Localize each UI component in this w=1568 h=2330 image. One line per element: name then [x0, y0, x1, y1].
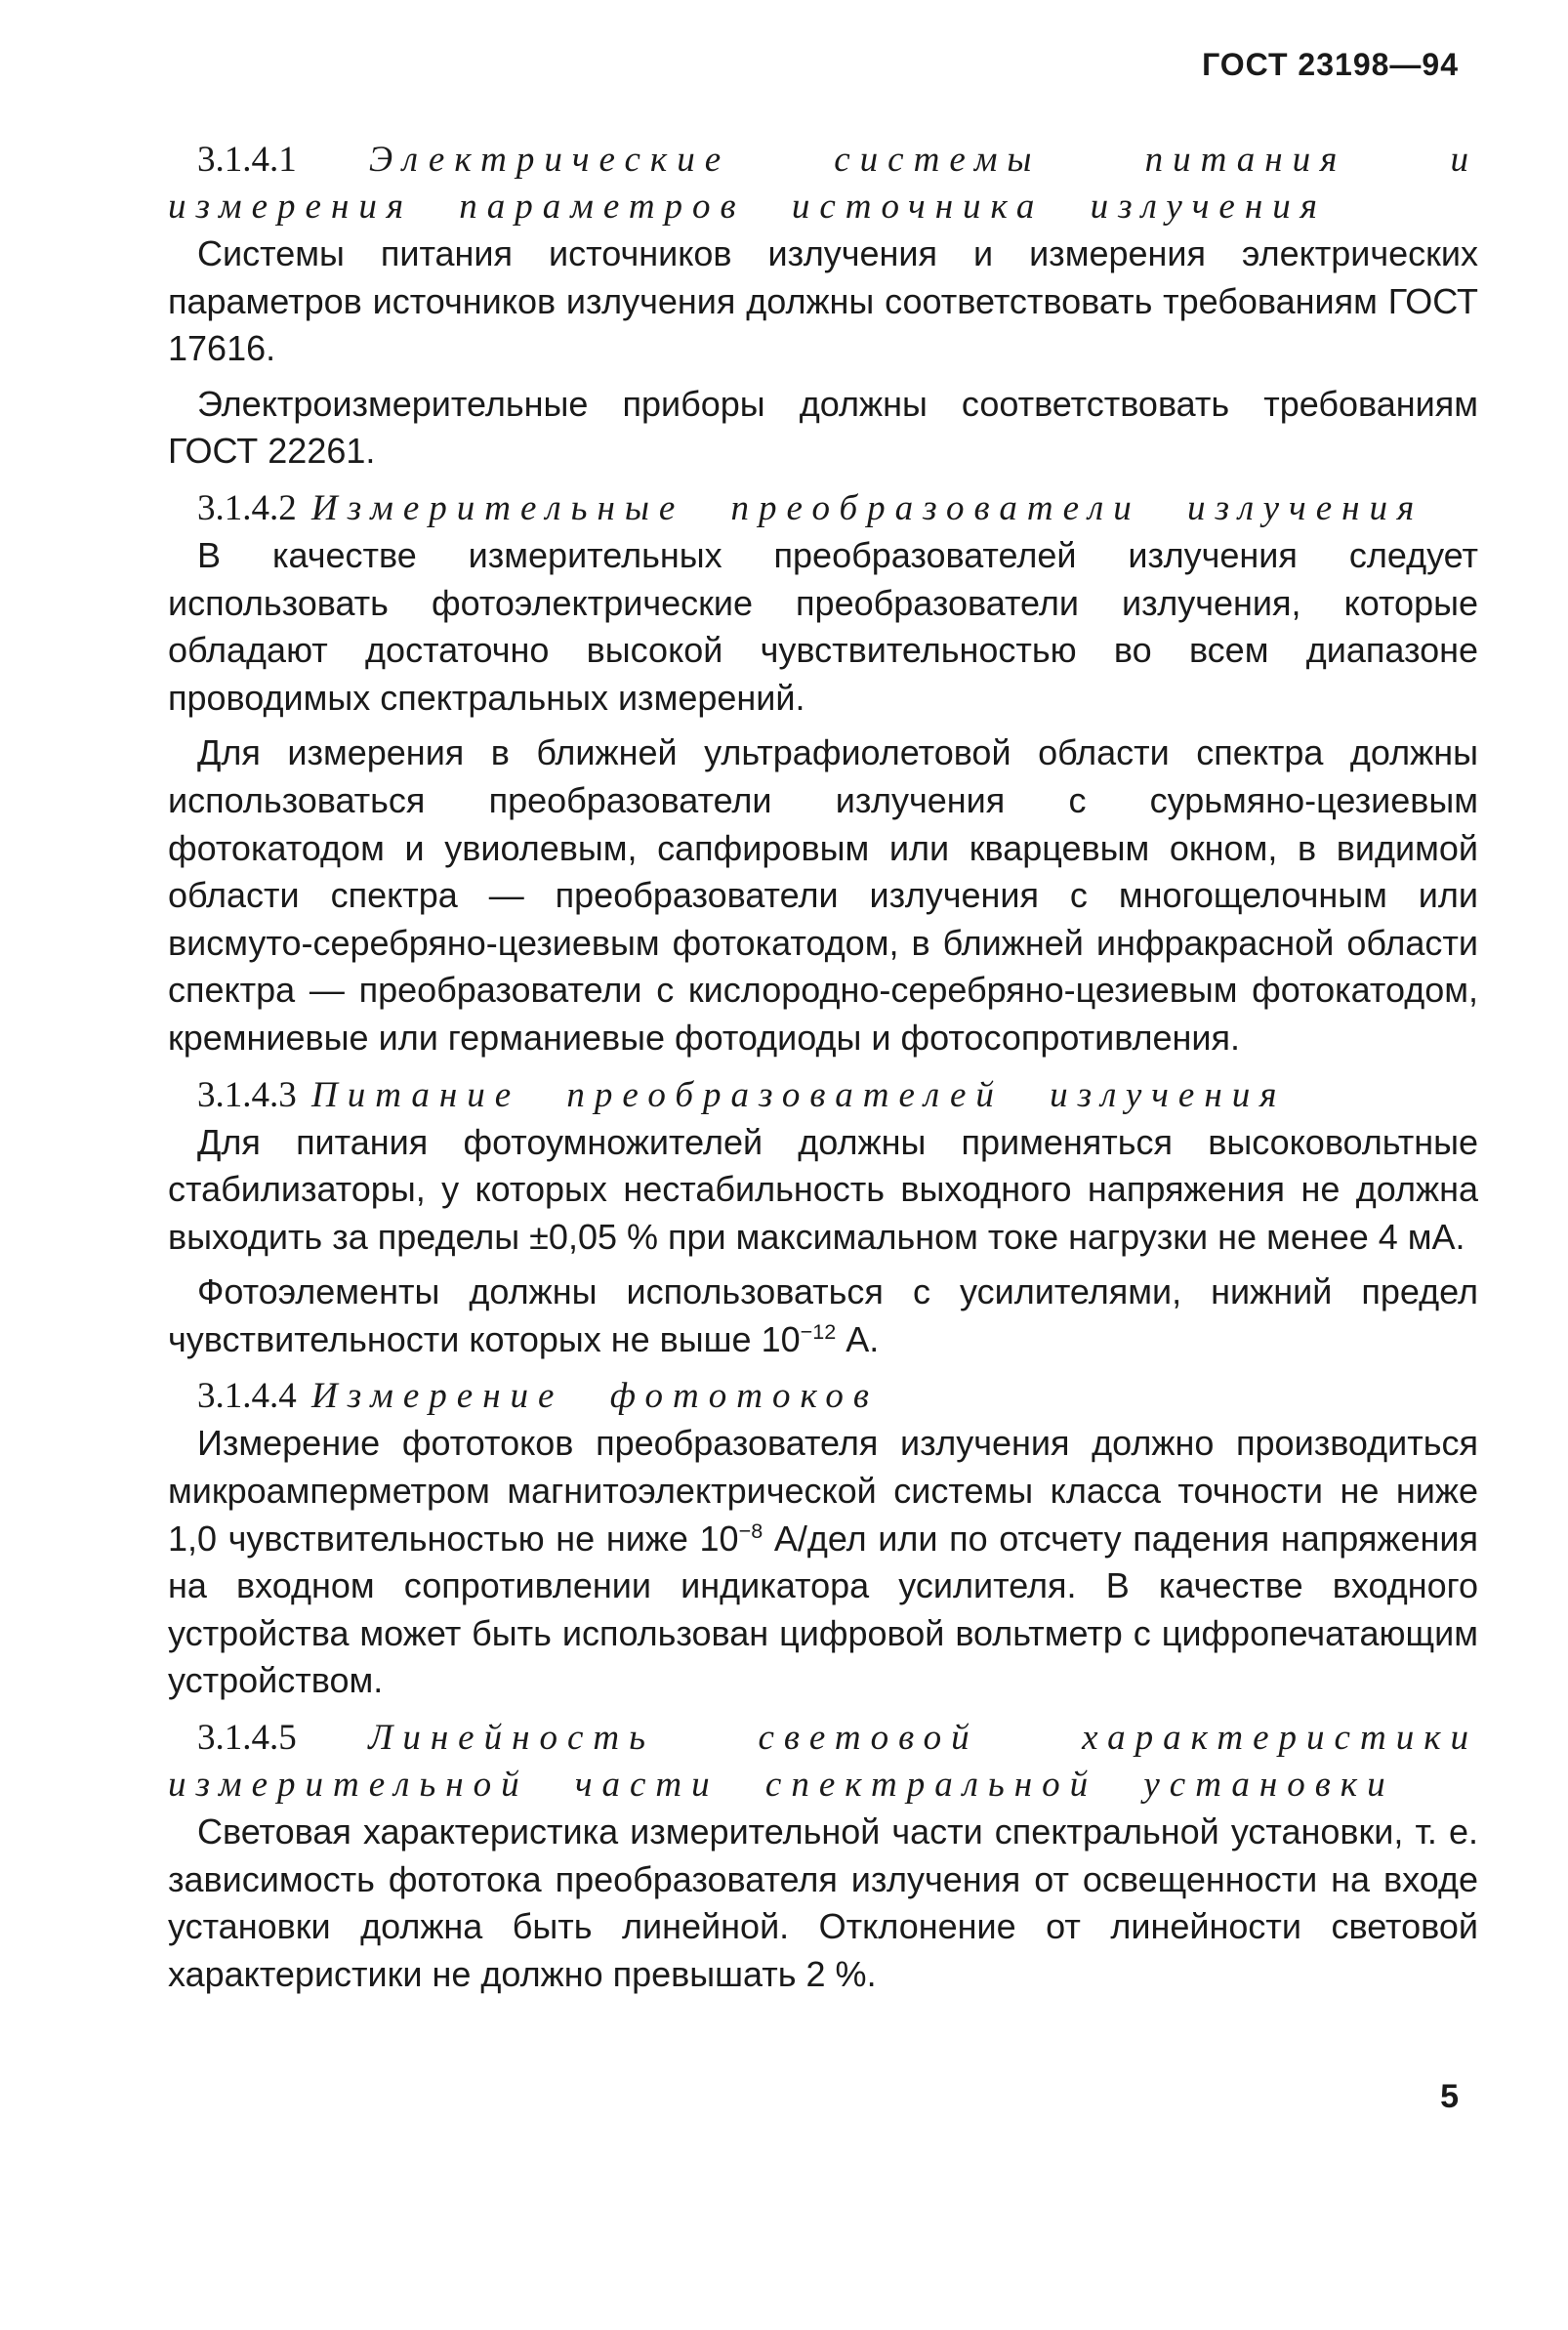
exponent: −8	[738, 1518, 763, 1543]
paragraph: Световая характеристика измерительной части спектральной установки, т. е. зависимость фототока преобразователя излучения от освещенности на входе установки должна быть линейной. Отклонение от линейности световой характеристики не должно превышать 2 %.	[168, 1811, 1478, 1994]
section-heading	[168, 1715, 1478, 1809]
exponent: −12	[800, 1318, 837, 1344]
section-title: Линейность световой характеристики измерительной части спектральной установки	[168, 1718, 1479, 1806]
section-number: 3.1.4.4	[197, 1376, 297, 1417]
document-body	[168, 137, 1478, 2008]
section-number: 3.1.4.3	[197, 1074, 297, 1115]
paragraph: Для измерения в ближней ультрафиолетовой области спектра должны использоваться преобразователи излучения с сурьмяно-цезиевым фотокатодом и увиолевым, сапфировым или кварцевым окном, в видимой области спектра — преобразователи излучения с многощелочным или висмуто-серебряно-цезиевым фотокатодом, в ближней инфракрасной области спектра — преобразователи с кислородно-серебряно-цезиевым фотокатодом, кремниевые или германиевые фотодиоды и фотосопротивления.	[168, 732, 1478, 1058]
section-number: 3.1.4.2	[197, 487, 297, 528]
section-title: Питание преобразователей излучения	[311, 1074, 1287, 1115]
paragraph-text: А.	[836, 1318, 880, 1359]
section-heading	[168, 485, 1478, 532]
section-3-1-4-3	[168, 1072, 1478, 1364]
section-3-1-4-1	[168, 137, 1478, 476]
section-number: 3.1.4.1	[197, 140, 297, 180]
section-heading	[168, 137, 1478, 230]
section-number: 3.1.4.5	[197, 1718, 297, 1759]
paragraph	[168, 1269, 1478, 1363]
document-header: ГОСТ 23198—94	[1202, 47, 1459, 82]
section-title: Измерение фототоков	[311, 1376, 879, 1417]
section-3-1-4-4	[168, 1373, 1478, 1705]
paragraph: Электроизмерительные приборы должны соответствовать требованиям ГОСТ 22261.	[168, 383, 1478, 472]
paragraph-text: А/дел или по отсчету падения напряжения на входном сопротивлении индикатора усилителя. В качестве входного устройства может быть использован цифровой вольтметр с цифропечатающим устройством.	[168, 1518, 1478, 1701]
section-heading	[168, 1072, 1478, 1119]
section-heading	[168, 1373, 1478, 1420]
paragraph: В качестве измерительных преобразователей излучения следует использовать фотоэлектрические преобразователи излучения, которые обладают достаточно высокой чувствительностью во всем диапазоне проводимых спектральных измерений.	[168, 534, 1478, 718]
paragraph-text: Измерение фототоков преобразователя излучения должно производиться микроамперметром магнитоэлектрической системы класса точности не ниже 1,0 чувствительностью не ниже 10	[168, 1423, 1478, 1559]
paragraph: Системы питания источников излучения и измерения электрических параметров источников излучения должны соответствовать требованиям ГОСТ 17616.	[168, 233, 1478, 369]
section-title: Измерительные преобразователи излучения	[311, 487, 1424, 528]
paragraph: Для питания фотоумножителей должны применяться высоковольтные стабилизаторы, у которых нестабильность выходного напряжения не должна выходить за пределы ±0,05 % при максимальном токе нагрузки не менее 4 мА.	[168, 1121, 1478, 1257]
section-3-1-4-5	[168, 1715, 1478, 1998]
paragraph-text: Фотоэлементы должны использоваться с усилителями, нижний предел чувствительности которых не выше 10	[168, 1271, 1478, 1359]
section-3-1-4-2	[168, 485, 1478, 1062]
paragraph	[168, 1420, 1478, 1705]
page-number: 5	[1440, 2078, 1459, 2115]
section-title: Электрические системы питания и измерения параметров источника излучения	[168, 140, 1478, 227]
